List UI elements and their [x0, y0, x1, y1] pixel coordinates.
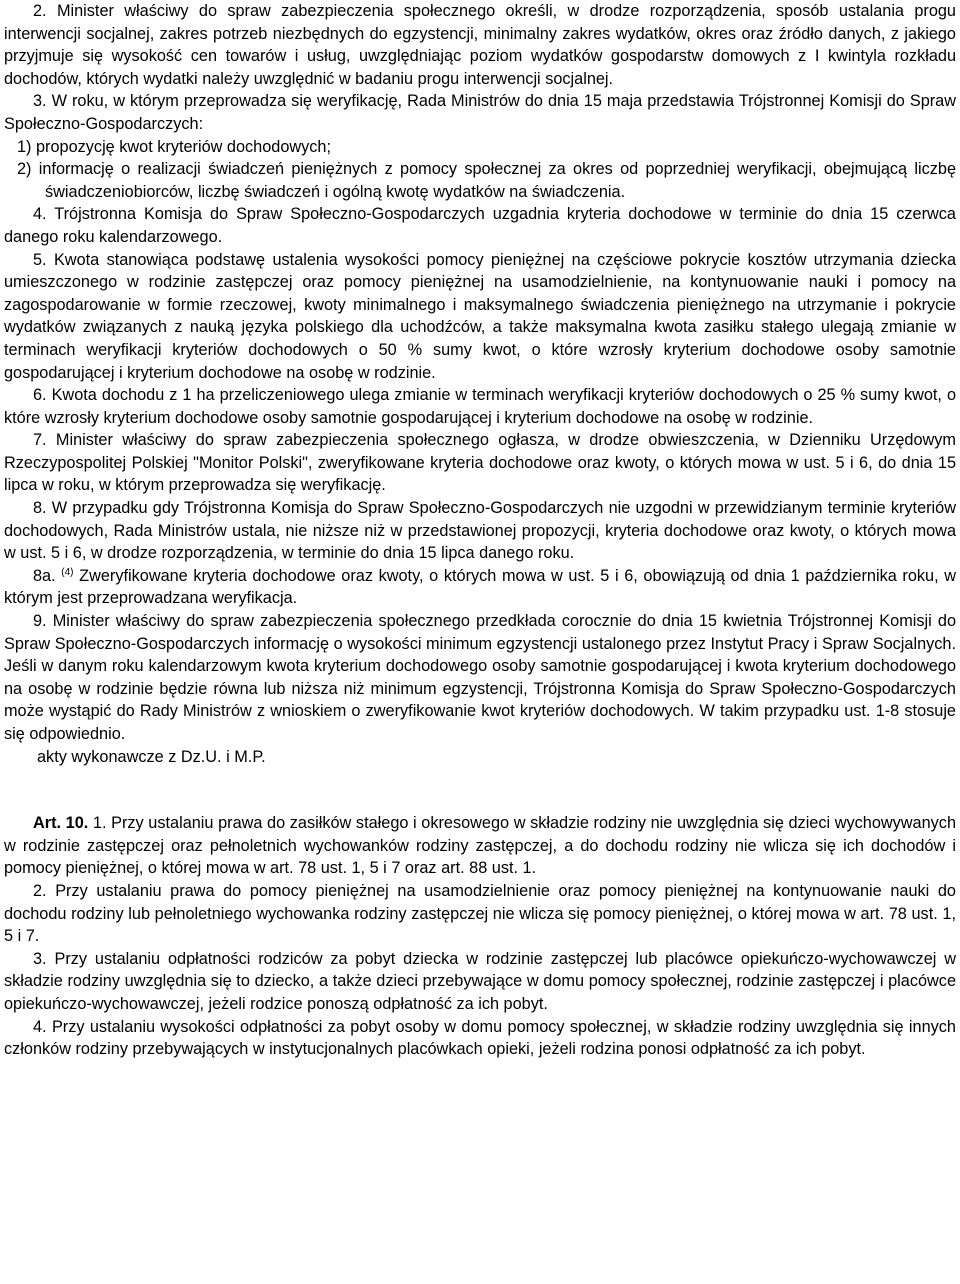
- article-10-paragraph-4: 4. Przy ustalaniu wysokości odpłatności za pobyt osoby w domu pomocy społecznej, w składzie rodziny uwzględnia się innych członków rodziny przebywających w instytucjonalnych placówkach opieki, jeżeli rodzina ponosi odpłatność za ich pobyt.: [4, 1017, 956, 1059]
- paragraph-3: 3. W roku, w którym przeprowadza się weryfikację, Rada Ministrów do dnia 15 maja przedstawia Trójstronnej Komisji do Spraw Społeczno-Gospodarczych:: [4, 92, 956, 133]
- paragraph-7: 7. Minister właściwy do spraw zabezpieczenia społecznego ogłasza, w drodze obwieszczenia, w Dzienniku Urzędowym Rzeczypospolitej Polskiej "Monitor Polski", zweryfikowane kryteria dochodowe oraz kwoty, o których mowa w ust. 5 i 6, do dnia 15 lipca w roku, w którym przeprowadza się weryfikację.: [4, 431, 956, 495]
- section-gap: [4, 768, 956, 812]
- paragraph-8: 8. W przypadku gdy Trójstronna Komisja do Spraw Społeczno-Gospodarczych nie uzgodni w przewidzianym terminie kryteriów dochodowych, Rada Ministrów ustala, nie niższe niż w przedstawionej propozycji, kryteria dochodowe oraz kwoty, o których mowa w ust. 5 i 6, w drodze rozporządzenia, w terminie do dnia 15 lipca danego roku.: [4, 499, 956, 563]
- article-10-p1-text: 1. Przy ustalaniu prawa do zasiłków stałego i okresowego w składzie rodziny nie uwzględnia się dzieci wychowywanych w rodzinie zastępczej oraz pełnoletnich wychowanków rodziny zastępczej, a do dochodu rodziny nie wlicza się ich dochodów i pomocy pieniężnej, o której mowa w art. 78 ust. 1, 5 i 7 oraz art. 88 ust. 1.: [4, 814, 956, 878]
- paragraph-2: 2. Minister właściwy do spraw zabezpieczenia społecznego określi, w drodze rozporządzenia, sposób ustalania progu interwencji socjalnej, zakres potrzeb niezbędnych do egzystencji, minimalny zakres wydatków, okres oraz źródło danych, z jakiego przyjmuje się wysokość cen towarów i usług, uwzględniając poziom wydatków gospodarstw domowych z I kwintyla rozkładu dochodów, których wydatki należy uwzględnić w badaniu progu interwencji socjalnej.: [4, 2, 956, 88]
- footnote-ref: (4): [61, 566, 74, 578]
- list-item-2: [4, 158, 956, 203]
- paragraph-4: 4. Trójstronna Komisja do Spraw Społeczno-Gospodarczych uzgadnia kryteria dochodowe w terminie do dnia 15 czerwca danego roku kalendarzowego.: [4, 205, 956, 246]
- article-10-heading: Art. 10.: [33, 814, 89, 833]
- article-10-paragraph-3: 3. Przy ustalaniu odpłatności rodziców za pobyt dziecka w rodzinie zastępczej lub placówce opiekuńczo-wychowawczej w składzie rodziny uwzględnia się to dziecko, a także dzieci przebywające w domu pomocy społecznej, rodzinie zastępczej i placówce opiekuńczo-wychowawczej, jeżeli rodzice ponoszą odpłatność za ich pobyt.: [4, 949, 956, 1013]
- paragraph-9: 9. Minister właściwy do spraw zabezpieczenia społecznego przedkłada corocznie do dnia 15 kwietnia Trójstronnej Komisji do Spraw Społeczno-Gospodarczych informację o wysokości minimum egzystencji ustalonego przez Instytut Pracy i Spraw Socjalnych. Jeśli w danym roku kalendarzowym kwota kryterium dochodowego osoby samotnie gospodarującej i kwota kryterium dochodowego na osobę w rodzinie będzie równa lub niższa niż minimum egzystencji, Trójstronna Komisja do Spraw Społeczno-Gospodarczych może wystąpić do Rady Ministrów z wnioskiem o zweryfikowanie kwot kryteriów dochodowych. W takim przypadku ust. 1-8 stosuje się odpowiednio.: [4, 612, 956, 743]
- article-10-paragraph-1: [4, 812, 956, 880]
- paragraph-8a: [4, 565, 956, 610]
- paragraph-5: 5. Kwota stanowiąca podstawę ustalenia wysokości pomocy pieniężnej na częściowe pokrycie kosztów utrzymania dziecka umieszczonego w rodzinie zastępczej oraz pomocy pieniężnej na usamodzielnienie, na kontynuowanie nauki i pomocy na zagospodarowanie w formie rzeczowej, kwoty minimalnego i maksymalnego świadczenia pieniężnego na utrzymanie i pokrycie wydatków związanych z nauką języka polskiego dla uchodźców, a także maksymalna kwota zasiłku stałego ulegają zmianie w terminach weryfikacji kryteriów dochodowych o 50 % sumy kwot, o które wzrosły kryterium dochodowe osoby samotnie gospodarującej i kryterium dochodowe na osobę w rodzinie.: [4, 250, 956, 382]
- list-item-1: 1) propozycję kwot kryteriów dochodowych;: [17, 137, 332, 156]
- list-item-2-text: 2) informację o realizacji świadczeń pieniężnych z pomocy społecznej za okres od poprzedniej weryfikacji, obejmującą liczbę świadczeniobiorców, liczbę świadczeń i ogólną kwotę wydatków na świadczenia.: [17, 160, 956, 201]
- article-10-paragraph-2: 2. Przy ustalaniu prawa do pomocy pieniężnej na usamodzielnienie oraz pomocy pieniężnej na kontynuowanie nauki do dochodu rodziny lub pełnoletniego wychowanka rodziny zastępczej nie wlicza się pomocy pieniężnej, o której mowa w art. 78 ust. 1, 5 i 7.: [4, 881, 956, 946]
- implementing-acts-note: akty wykonawcze z Dz.U. i M.P.: [37, 747, 266, 766]
- paragraph-6: 6. Kwota dochodu z 1 ha przeliczeniowego ulega zmianie w terminach weryfikacji kryteriów dochodowych o 25 % sumy kwot, o które wzrosły kryterium dochodowe osoby samotnie gospodarującej i kryterium dochodowe na osobę w rodzinie.: [4, 386, 956, 427]
- paragraph-8a-label: 8a.: [33, 566, 56, 585]
- paragraph-8a-text: Zweryfikowane kryteria dochodowe oraz kwoty, o których mowa w ust. 5 i 6, obowiązują od dnia 1 października roku, w którym jest przeprowadzana weryfikacja.: [4, 566, 956, 608]
